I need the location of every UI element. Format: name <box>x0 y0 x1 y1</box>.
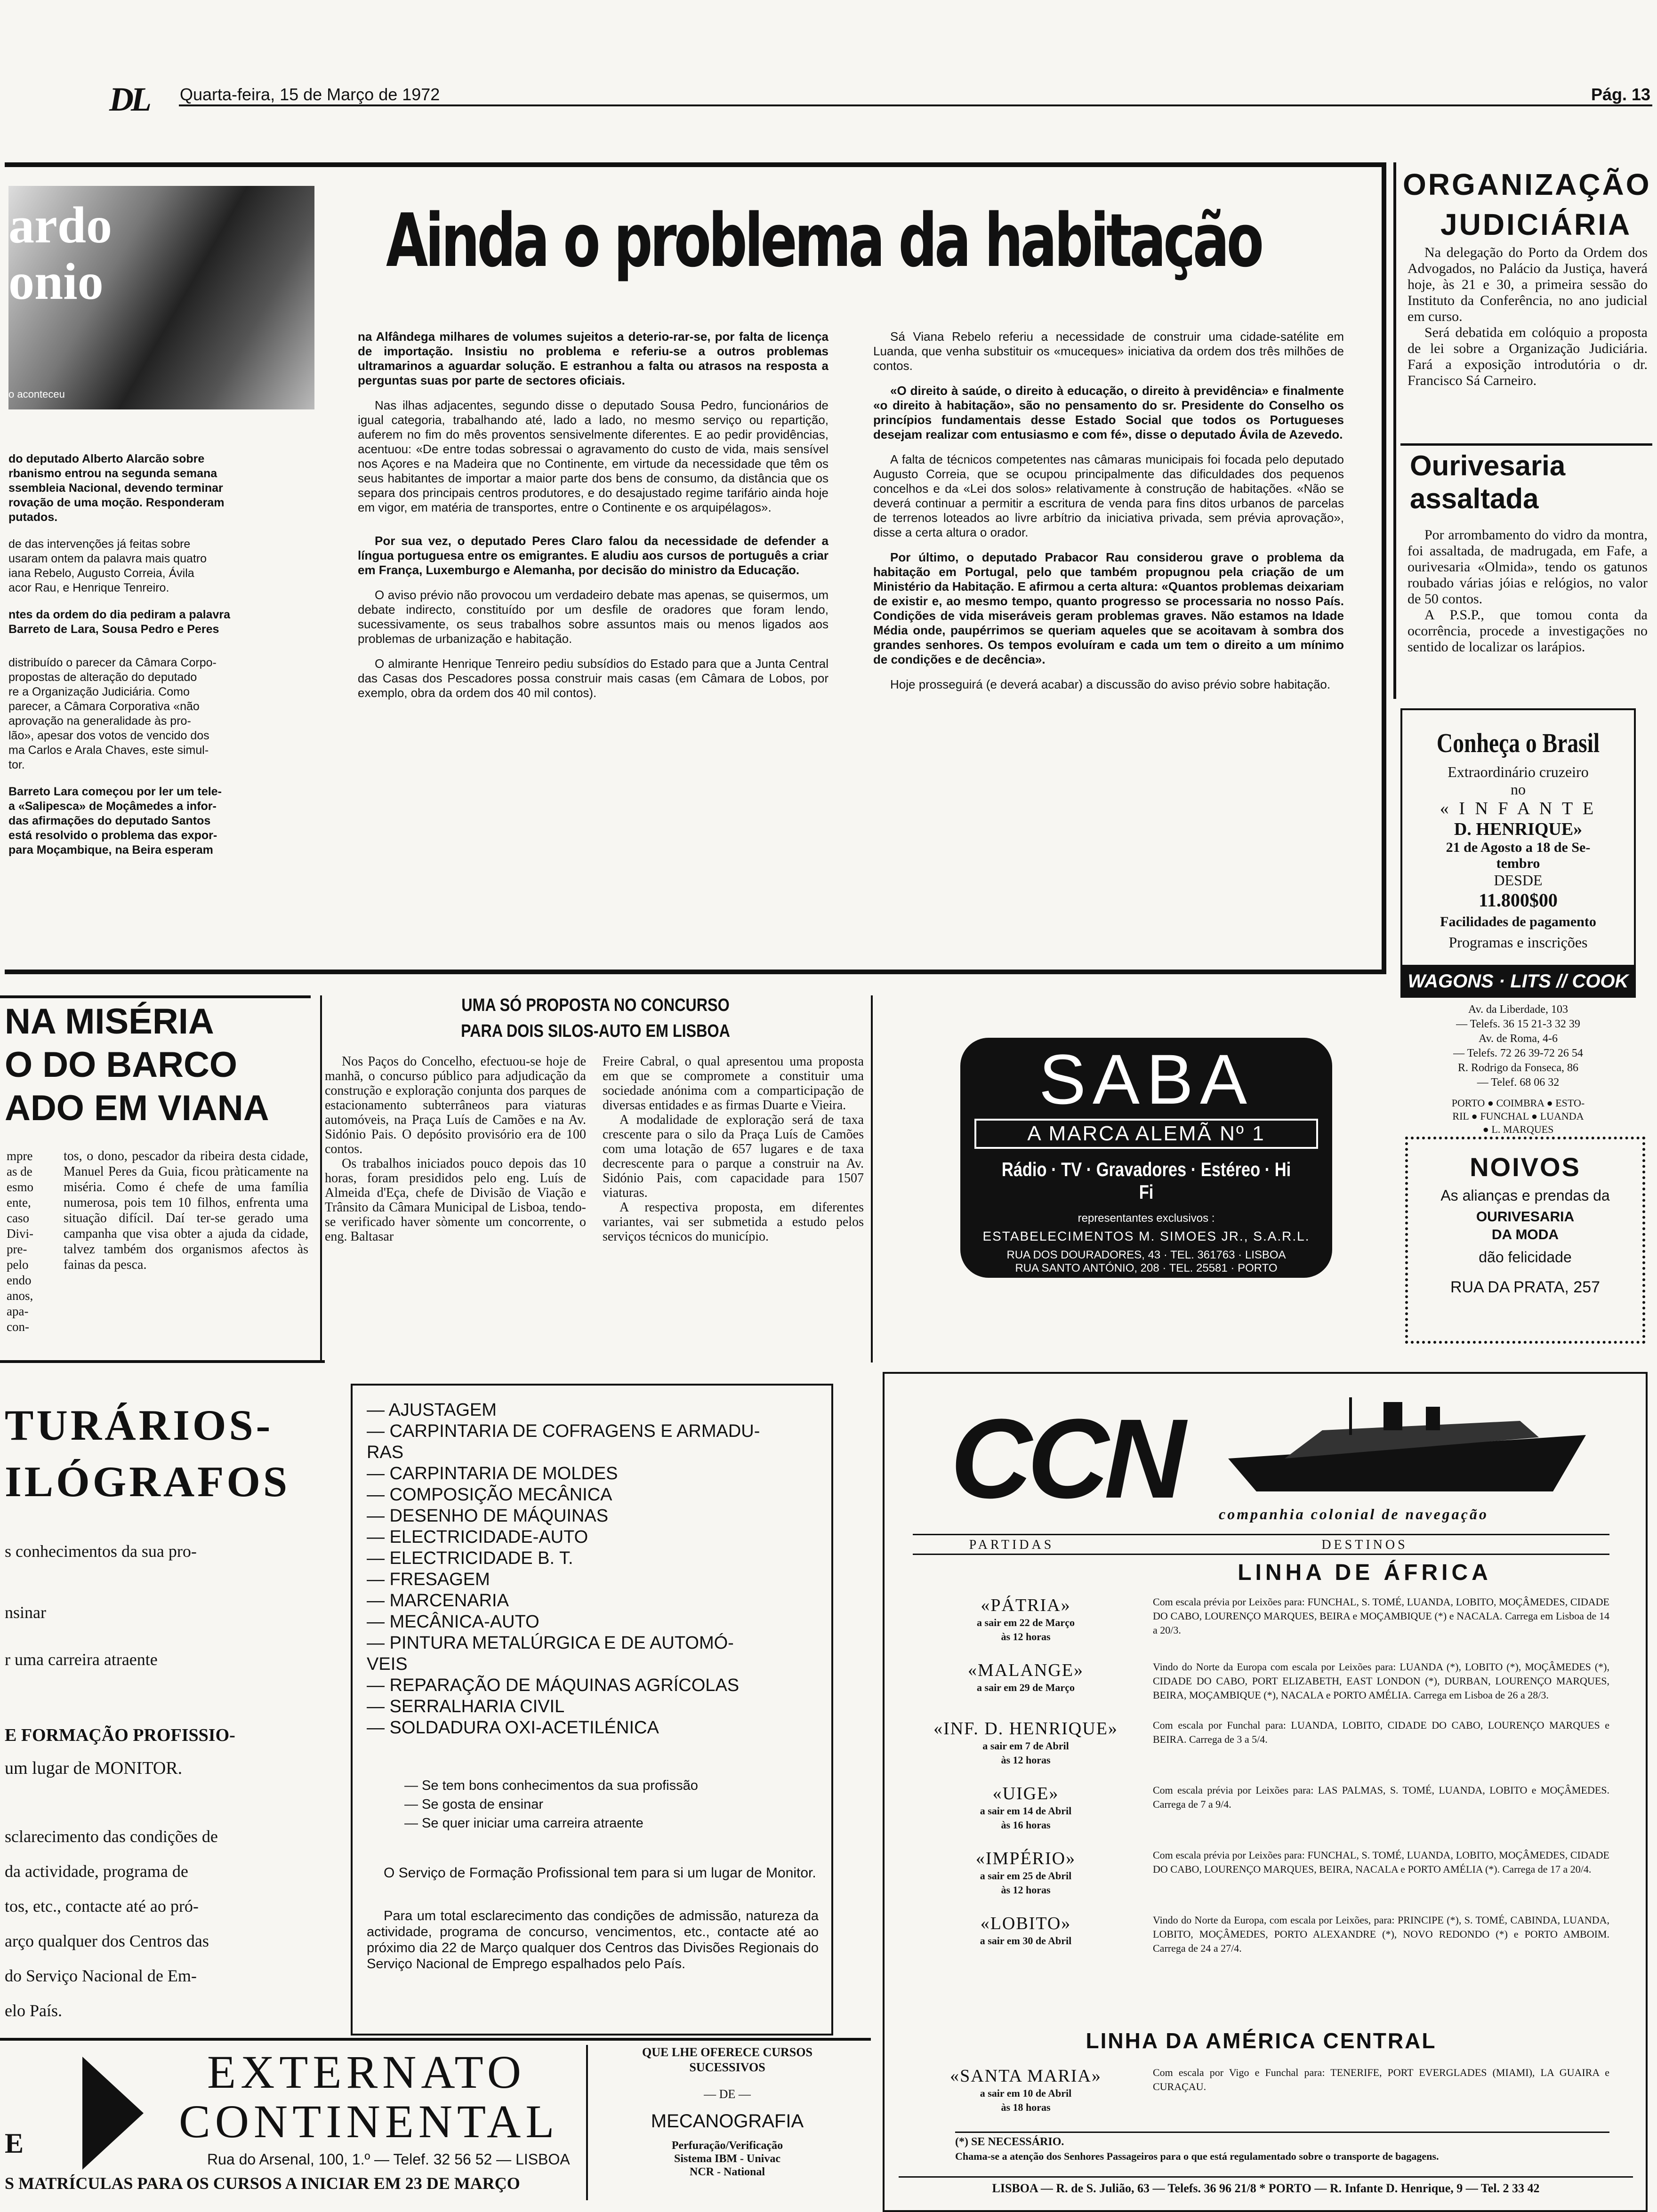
fragment-line: um lugar de MONITOR. <box>5 1758 183 1778</box>
ship-row <box>913 1595 1609 1644</box>
trade-item: — MECÂNICA-AUTO <box>367 1612 539 1632</box>
trade-item: — FRESAGEM <box>367 1570 490 1589</box>
article-column-2 <box>873 329 1344 702</box>
mecanografia-details: Perfuração/Verificação Sistema IBM - Univac NCR - National <box>671 2140 783 2178</box>
externato-enrolment: S MATRÍCULAS PARA OS CURSOS A INICIAR EM 23 DE MARÇO <box>5 2174 520 2193</box>
ccn-note: Chama-se a atenção dos Senhores Passageiros para o que está regulamentado sobre o transporte de bagagens. <box>955 2150 1439 2162</box>
ship-row <box>913 1913 1609 1956</box>
linha-america: LINHA DA AMÉRICA CENTRAL <box>1086 2028 1437 2053</box>
sidebar-paragraph: A P.S.P., que tomou conta da ocorrência, procede a investigações no sentido de localizar os larápios. <box>1408 607 1648 655</box>
section-divider <box>0 995 311 998</box>
article-paragraph: «O direito à saúde, o direito à educação, o direito à previdência» e finalmente «o direito à habitação», são no pensamento do sr. Presidente do Conselho os princípios fundamentais desse Estado Social que todos os Portugueses desejam realizar com entusiasmo e com fé», disse o deputado Ávila de Azevedo. <box>873 384 1344 441</box>
trade-item: — REPARAÇÃO DE MÁQUINAS AGRÍCOLAS <box>367 1675 740 1695</box>
ourivesaria-body <box>1408 527 1648 665</box>
silos-title: PARA DOIS SILOS-AUTO EM LISBOA <box>461 1021 730 1041</box>
fragment-title: TURÁRIOS- <box>5 1401 273 1449</box>
silos-paragraph: Freire Cabral, o qual apresentou uma proposta em que se compromete a constituir uma sociedade anónima com a comparticipação de diversas entidades e as firmas Duarte e Vieira. <box>603 1054 864 1113</box>
ourivesaria-title: Ourivesaria assaltada <box>1410 450 1566 514</box>
brasil-line: Programas e inscrições <box>1448 934 1588 951</box>
ship-name: «PÁTRIA» <box>981 1595 1071 1615</box>
saba-representatives: representantes exclusivos : <box>1078 1212 1215 1225</box>
trade-item: — SERRALHARIA CIVIL <box>367 1697 565 1716</box>
ship-row <box>913 2066 1609 2115</box>
column-rule <box>871 995 873 1362</box>
brasil-ship: D. HENRIQUE» <box>1454 819 1583 839</box>
ship-name: «INF. D. HENRIQUE» <box>933 1719 1118 1739</box>
wagons-lits-addresses: Av. da Liberdade, 103 — Telefs. 36 15 21-3 32 39 Av. de Roma, 4-6 — Telefs. 72 26 39-72 26 54 R. Rodrigo da Fonseca, 86 — Telef. 68 06 32 <box>1453 1003 1583 1089</box>
ccn-footer: LISBOA — R. de S. Julião, 63 — Telefs. 36 96 21/8 * PORTO — R. Infante D. Henrique, 9 — Tel. 2 33 42 <box>899 2176 1633 2196</box>
fragment-line: s conhecimentos da sua pro- <box>5 1542 197 1561</box>
noivos-shop: OURIVESARIA DA MODA <box>1476 1209 1575 1242</box>
externato-fragment: E <box>5 2128 24 2159</box>
trade-item: — COMPOSIÇÃO MECÂNICA <box>367 1485 612 1505</box>
ccn-subtitle: companhia colonial de navegação <box>1219 1506 1488 1523</box>
trade-list <box>367 1400 819 1739</box>
ship-route: Com escala por Funchal para: LUANDA, LOBITO, CIDADE DO CABO, LOURENÇO MARQUES e BEIRA. Carrega de 3 a 5/4. <box>1153 1719 1609 1745</box>
brasil-price: 11.800$00 <box>1479 890 1558 911</box>
externato-name: EXTERNATO <box>207 2046 526 2098</box>
silos-paragraph: A modalidade de exploração será de taxa crescente para o silo da Praça Luís de Camões com uma lotação de 657 lugares e de taxa decrescente para o parque a construir na Av. Sidónio Pais, com capacidade para 1507 viaturas. <box>603 1113 864 1200</box>
article-paragraph: Hoje prosseguirá (e deverá acabar) a discussão do aviso prévio sobre habitação. <box>890 677 1331 691</box>
ship-name: «IMPÉRIO» <box>975 1849 1076 1868</box>
ship-route: Com escala prévia por Leixões para: LAS PALMAS, S. TOMÉ, LUANDA, LOBITO e MOÇÂMEDES. Carrega de 7 a 9/4. <box>1153 1784 1609 1810</box>
miseria-headline: NA MISÉRIA O DO BARCO ADO EM VIANA <box>5 1002 269 1128</box>
column-rule <box>320 995 322 1362</box>
header-rule <box>179 104 1652 106</box>
noivos-title: NOIVOS <box>1470 1152 1581 1182</box>
article-paragraph: Por último, o deputado Prabacor Rau considerou grave o problema da habitação em Portugal, pelo que também propugnou pela criação de um Ministério da Habitação. E afirmou a certa altura: «Quantos problemas deixariam de existir e, ao mesmo tempo, quanto progresso se processaria no nosso País. Condições de vida miseráveis geram problemas graves. Não estamos na Idade Média onde, paupérrimos se queriam aqueles que se acoitavam à sombra dos grandes senhores. Os tempos evoluíram e cada um tem o direito a um mínimo de condições e de decência». <box>873 550 1344 666</box>
saba-address: RUA DOS DOURADORES, 43 · TEL. 361763 · LISBOA <box>1006 1249 1286 1261</box>
linha-africa: LINHA DE ÁFRICA <box>1238 1560 1492 1585</box>
ship-date: a sair em 10 de Abril às 18 horas <box>980 2087 1072 2113</box>
ship-date: a sair em 25 de Abril às 12 horas <box>980 1870 1072 1896</box>
photo-label: ardo <box>8 196 112 254</box>
wagons-lits-cities: PORTO ● COIMBRA ● ESTO- RIL ● FUNCHAL ● LUANDA ● L. MARQUES <box>1451 1097 1585 1135</box>
saba-ad <box>960 1038 1332 1278</box>
silos-paragraph: Nos Paços do Concelho, efectuou-se hoje de manhã, o concurso público para adjudicação da construção e exploração conjunta dos parques de estacionamento subterrâneos para viaturas automóveis, na Praça Luís de Camões e na Av. Sidónio Pais. O depósito provisório era de 100 contos. <box>325 1054 586 1156</box>
ship-date: a sair em 14 de Abril às 16 horas <box>980 1805 1072 1831</box>
fragment-title: ILÓGRAFOS <box>5 1458 290 1506</box>
miseria-body: tos, o dono, pescador da ribeira desta cidade, Manuel Peres da Guia, ficou pràticamente na miséria. Como é chefe de uma família numerosa, pois tem 10 filhos, enfrenta uma situação difícil. Daí ter-se gerado uma campanha que visa obter a ajuda da cidade, talvez também dos organismos afectos às fainas da pesca. <box>64 1149 308 1272</box>
fragment-line: nsinar <box>5 1603 46 1622</box>
fragment-paragraph: distribuído o parecer da Câmara Corpo- propostas de alteração do deputado re a Organização Judiciária. Como parecer, a Câmara Corporativa «não aprovação na generalidade às pro- lão», apesar dos votos de vencido dos ma Carlos e Arala Chaves, este simul- tor. <box>8 656 217 771</box>
section-divider <box>0 1360 325 1363</box>
article-paragraph: Por sua vez, o deputado Peres Claro falou da necessidade de defender a língua portuguesa entre os emigrantes. E aludiu aos cursos de português a criar em França, Luxemburgo e Alemanha, por decisão do ministro da Educação. <box>358 534 828 577</box>
ship-icon <box>1228 1393 1586 1496</box>
condition-list <box>404 1776 698 1833</box>
miseria-fragment: mpre as de esmo ente, caso Divi- pre- pelo endo anos, apa- con- <box>7 1149 33 1334</box>
author-photo <box>8 186 314 409</box>
ship-route: Vindo do Norte da Europa com escala por Leixões para: LUANDA (*), LOBITO (*), MOÇÂMEDES (*), CIDADE DO CABO, PORT ELIZABETH, EAST LONDON (*), DURBAN, LOURENÇO MARQUES, BEIRA, MOÇAMBIQUE (*), NACALA e PORTO AMÉLIA. Carrega em Lisboa de 26 a 28/3. <box>1153 1661 1609 1701</box>
training-ad <box>351 1384 833 2036</box>
ccn-table-header <box>913 1534 1609 1555</box>
brasil-title: Conheça o Brasil <box>1436 728 1600 758</box>
ship-route: Com escala prévia por Leixões para: FUNCHAL, S. TOMÉ, LUANDA, LOBITO, MOÇÂMEDES, CIDADE DO CABO, LOURENÇO MARQUES, BEIRA, NACALA e PORTO AMÉLIA (*). Carrega de 17 a 20/4. <box>1153 1849 1609 1875</box>
ship-row <box>913 1718 1609 1767</box>
ship-date: a sair em 22 de Março às 12 horas <box>977 1617 1075 1643</box>
fragment-paragraph: ntes da ordem do dia pediram a palavra Barreto de Lara, Sousa Pedro e Peres <box>8 608 230 636</box>
ship-name: «SANTA MARIA» <box>950 2066 1102 2086</box>
condition-item: — Se quer iniciar uma carreira atraente <box>404 1816 643 1831</box>
fragment-paragraph: do deputado Alberto Alarcão sobre rbanismo entrou na segunda semana ssembleia Nacional, devendo terminar rovação de uma moção. Responderam putados. <box>8 452 225 524</box>
page-number: Pág. 13 <box>1591 85 1651 104</box>
article-column-1 <box>358 329 828 711</box>
ship-name: «MALANGE» <box>968 1660 1084 1680</box>
article-paragraph: O aviso prévio não provocou um verdadeiro debate mas apenas, se quisermos, um debate indirecto, constituído por um desfile de oradores que foram lendo, sucessivamente, os seus trabalhos sobre assuntos mais ou menos ligados aos problemas de urbanização e habitação. <box>358 588 828 646</box>
organizacao-title: JUDICIÁRIA <box>1440 208 1632 241</box>
ccn-note: (*) SE NECESSÁRIO. <box>955 2132 1609 2148</box>
externato-address: Rua do Arsenal, 100, 1.º — Telef. 32 56 52 — LISBOA <box>207 2151 570 2168</box>
fragment-line: E FORMAÇÃO PROFISSIO- <box>5 1725 235 1745</box>
silos-col-2 <box>603 1054 864 1254</box>
trade-item: — PINTURA METALÚRGICA E DE AUTOMÓ- VEIS <box>367 1633 734 1674</box>
organizacao-title: ORGANIZAÇÃO <box>1403 168 1651 201</box>
sidebar-divider <box>1400 443 1652 446</box>
fragment-paragraph: sclarecimento das condições de da actividade, programa de tos, etc., contacte até ao pró- arço qualquer dos Centros das do Serviço Nacional de Em- elo País. <box>5 1827 218 2020</box>
noivos-address: RUA DA PRATA, 257 <box>1450 1278 1601 1296</box>
mecanografia-heading: QUE LHE OFERECE CURSOS SUCESSIVOS <box>642 2045 812 2074</box>
silos-title: UMA SÓ PROPOSTA NO CONCURSO <box>461 995 730 1015</box>
condition-item: — Se tem bons conhecimentos da sua profissão <box>404 1778 698 1793</box>
ship-name: «UIGE» <box>992 1784 1059 1803</box>
ship-row <box>913 1660 1609 1702</box>
ship-row <box>913 1783 1609 1832</box>
article-paragraph: O almirante Henrique Tenreiro pediu subsídios do Estado para que a Junta Central das Casas dos Pescadores possa construir mais casas (em Câmara de Lobos, por exemplo, obra da ordem dos 40 mil contos). <box>358 657 828 700</box>
ship-route: Vindo do Norte da Europa, com escala por Leixões, para: PRINCIPE (*), S. TOMÉ, CABINDA, LUANDA, LOBITO, MOÇÂMEDES, PORTO ALEXANDRE (*), NOVO REDONDO (*) e PORTO AMBOIM. Carrega de 24 a 27/4. <box>1153 1914 1609 1954</box>
ship-date: a sair em 29 de Março <box>977 1682 1075 1693</box>
wagons-lits-banner: WAGONS · LITS // COOK <box>1400 965 1636 998</box>
trade-item: — CARPINTARIA DE MOLDES <box>367 1464 618 1483</box>
sidebar-paragraph: Por arrombamento do vidro da montra, foi assaltada, de madrugada, em Fafe, a ourivesaria «Olmida», tendo os gatunos roubado várias jóias e relógios, no valor de 50 contos. <box>1408 527 1648 607</box>
externato-arrow <box>82 2057 144 2170</box>
article-headline: Ainda o problema da habitação <box>386 198 1262 283</box>
article-left-fragment <box>8 452 314 858</box>
fragment-paragraph: de das intervenções já feitas sobre usaram ontem da palavra mais quatro iana Rebelo, Augusto Correia, Ávila acor Rau, e Henrique Tenreiro. <box>8 537 207 594</box>
brasil-line: Facilidades de pagamento <box>1440 914 1596 930</box>
condition-item: — Se gosta de ensinar <box>404 1797 544 1812</box>
noivos-line: As alianças e prendas da <box>1440 1187 1610 1204</box>
silos-paragraph: A respectiva proposta, em diferentes variantes, vai ser submetida a estudo pelos serviços técnicos do município. <box>603 1200 864 1244</box>
mecanografia-de: — DE — <box>704 2087 751 2101</box>
trade-item: — CARPINTARIA DE COFRAGENS E ARMADU- RAS <box>367 1421 760 1462</box>
saba-slogan: A MARCA ALEMÃ Nº 1 <box>974 1119 1318 1149</box>
ship-name: «LOBITO» <box>980 1914 1071 1933</box>
brasil-line: Extraordinário cruzeiro <box>1448 763 1589 780</box>
ship-route: Com escala prévia por Leixões para: FUNCHAL, S. TOMÉ, LUANDA, LOBITO, MOÇÂMEDES, CIDADE DO CABO, LOURENÇO MARQUES, BEIRA e MOÇAMBIQUE (*) e NACALA. Carrega em Lisboa de 14 a 20/3. <box>1153 1596 1609 1636</box>
article-paragraph: na Alfândega milhares de volumes sujeitos a deterio-rar-se, por falta de licença de importação. Insistiu no problema e referiu-se a outros problemas ultramarinos a aguardar solução. E estranhou a falta ou atrasos na resposta a perguntas suas por parte de sectores oficiais. <box>358 329 828 387</box>
silos-paragraph: Os trabalhos iniciados pouco depois das 10 horas, foram presididos pelo eng. Luís de Almeida d'Eça, chefe de Divisão de Viação e Trânsito da Câmara Municipal de Lisboa, tendo-se verificado haver sòmente um concorrente, o eng. Baltasar <box>325 1156 586 1244</box>
externato-name: CONTINENTAL <box>179 2095 559 2148</box>
saba-logo: SABA <box>1038 1040 1254 1119</box>
masthead-logo: DL <box>109 80 149 118</box>
ship-row <box>913 1848 1609 1897</box>
ccn-logo: CCN <box>950 1395 1181 1522</box>
saba-address: RUA SANTO ANTÓNIO, 208 · TEL. 25581 · PORTO <box>1015 1262 1278 1274</box>
ship-schedule <box>913 1595 1609 1972</box>
sidebar-paragraph: Na delegação do Porto da Ordem dos Advogados, no Palácio da Justiça, haverá hoje, às 21 e 30, a primeira sessão do Instituto da Conferência, no ano judicial em curso. <box>1408 245 1648 324</box>
brasil-line: DESDE <box>1494 872 1543 889</box>
destinos-header: DESTINOS <box>1321 1538 1408 1552</box>
article-paragraph: Sá Viana Rebelo referiu a necessidade de construir uma cidade-satélite em Luanda, que venha substituir os «muceques» iniciativa da ordem dos três milhões de contos. <box>873 329 1344 373</box>
noivos-line: dão felicidade <box>1479 1249 1572 1266</box>
article-paragraph: A falta de técnicos competentes nas câmaras municipais foi focada pelo deputado Augusto Correia, que se ocupou principalmente das dificuldades dos pequenos concelhos e da «Lei dos solos» relativamente à construção de habitações. «Não se deverá continuar a permitir a escritura de venda para fins ditos urbanos de parcelas de terrenos loteados ao livre arbítrio da iniciativa privada, sem prévia aprovação», disse a certa altura o orador. <box>873 452 1344 539</box>
photo-caption: o aconteceu <box>8 388 65 400</box>
silos-col-1 <box>325 1054 586 1254</box>
trade-item: — SOLDADURA OXI-ACETILÉNICA <box>367 1718 659 1738</box>
ship-date: a sair em 7 de Abril às 12 horas <box>982 1740 1069 1766</box>
partidas-header: PARTIDAS <box>969 1538 1054 1552</box>
fragment-paragraph: Barreto Lara começou por ler um tele- a «Salipesca» de Moçâmedes a infor- das afirmações do deputado Santos está resolvido o problema das expor- para Moçambique, na Beira esperam <box>8 785 222 857</box>
trade-item: — AJUSTAGEM <box>367 1400 497 1420</box>
noivos-ad <box>1405 1137 1645 1344</box>
article-paragraph: Nas ilhas adjacentes, segundo disse o deputado Sousa Pedro, funcionários de igual categoria, trabalhando até, lado a lado, no mesmo serviço ou repartição, auferem no fim do mês proventos sensivelmente diferentes. E ao pedir providências, acentuou: «De entre todas sobressai o agravamento do custo de vida, mais sensível nos Açores e na Madeira que no Continente, em virtude da necessidade que têm os seus habitantes de importar a maior parte dos bens de consumo, da distância que os separa dos principais centros produtores, e do desajustado regime tarifário ainda hoje em vigor, em matéria de transportes, entre o Continente e os arquipélagos». <box>358 398 828 514</box>
trade-item: — DESENHO DE MÁQUINAS <box>367 1506 609 1526</box>
column-rule <box>586 2045 588 2200</box>
section-divider <box>0 2038 871 2041</box>
training-paragraph: Para um total esclarecimento das condições de admissão, natureza da actividade, programa de concurso, vencimentos, etc., contacte até ao próximo dia 22 de Março qualquer dos Centros das Divisões Regionais do Serviço Nacional de Emprego espalhados pelo País. <box>367 1908 819 1972</box>
brasil-dates: 21 de Agosto a 18 de Se- tembro <box>1446 840 1591 871</box>
mecanografia-title: MECANOGRAFIA <box>651 2111 804 2132</box>
ccn-ad <box>883 1372 1648 2212</box>
fragment-line: r uma carreira atraente <box>5 1650 158 1669</box>
trade-item: — ELECTRICIDADE B. T. <box>367 1548 573 1568</box>
issue-date: Quarta-feira, 15 de Março de 1972 <box>180 85 440 104</box>
trade-item: — ELECTRICIDADE-AUTO <box>367 1527 588 1547</box>
training-paragraph: O Serviço de Formação Profissional tem para si um lugar de Monitor. <box>384 1865 816 1881</box>
saba-company: ESTABELECIMENTOS M. SIMOES JR., S.A.R.L. <box>982 1229 1310 1243</box>
brasil-ship: « I N F A N T E <box>1440 799 1597 818</box>
saba-products: Rádio · TV · Gravadores · Estéreo · Hi Fi <box>1001 1158 1291 1203</box>
sidebar-rule <box>1393 162 1396 699</box>
brasil-ad <box>1400 708 1636 981</box>
trade-item: — MARCENARIA <box>367 1591 509 1611</box>
ship-route: Com escala por Vigo e Funchal para: TENERIFE, PORT EVERGLADES (MIAMI), LA GUAIRA e CURAÇAU. <box>1153 2067 1609 2092</box>
organizacao-body <box>1408 245 1648 399</box>
brasil-line: no <box>1511 781 1526 798</box>
sidebar-paragraph: Será debatida em colóquio a proposta de lei sobre a Organização Judiciária. Fará a exposição introdutória o dr. Francisco Sá Carneiro. <box>1408 325 1648 388</box>
ship-date: a sair em 30 de Abril <box>980 1935 1072 1947</box>
photo-label: onio <box>8 253 104 310</box>
